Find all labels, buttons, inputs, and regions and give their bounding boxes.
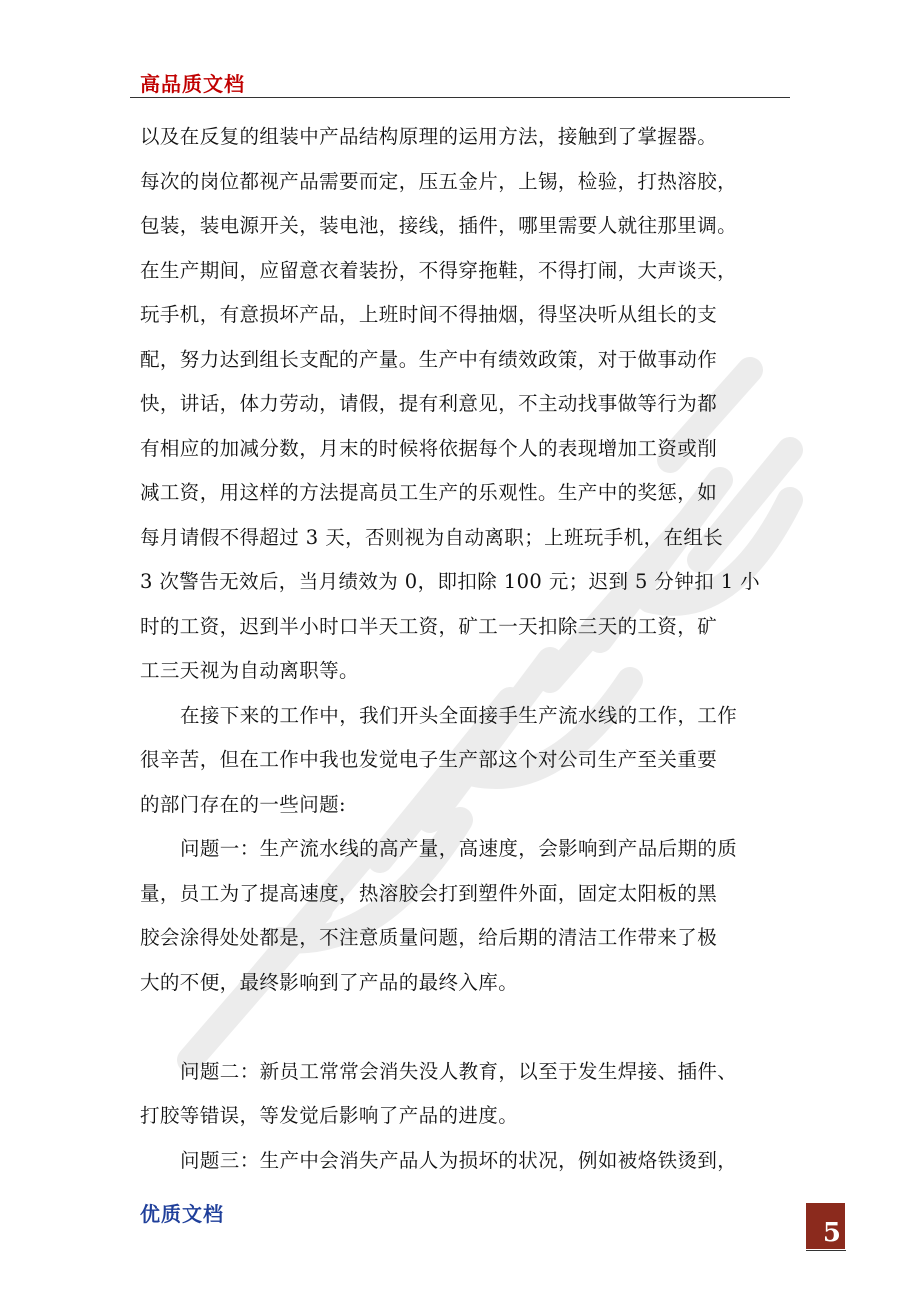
- header-title: 高品质文档: [140, 72, 245, 96]
- footer-title: 优质文档: [140, 1202, 224, 1226]
- body-line: 工三天视为自动离职等。: [140, 659, 359, 682]
- body-line: 的部门存在的一些问题:: [140, 792, 346, 816]
- body-line: 打胶等错误，等发觉后影响了产品的进度。: [140, 1104, 519, 1127]
- body-line: 配，努力达到组长支配的产量。生产中有绩效政策，对于做事动作: [140, 347, 718, 371]
- body-line: 问题二：新员工常常会消失没人教育，以至于发生焊接、插件、: [180, 1059, 738, 1083]
- header-divider: [130, 97, 790, 98]
- body-line: 在接下来的工作中，我们开头全面接手生产流水线的工作，工作: [180, 703, 738, 727]
- body-line: 以及在反复的组装中产品结构原理的运用方法，接触到了掌握器。: [140, 125, 718, 148]
- body-line: 每次的岗位都视产品需要而定，压五金片，上锡，检验，打热溶胶，: [140, 169, 738, 193]
- document-body: [140, 115, 790, 1183]
- body-line: 胶会涂得处处都是，不注意质量问题，给后期的清洁工作带来了极: [140, 926, 718, 949]
- body-line: 快，讲话，体力劳动，请假，提有利意见，不主动找事做等行为都: [140, 392, 718, 415]
- body-line: 每月请假不得超过 3 天，否则视为自动离职；上班玩手机，在组长: [140, 525, 724, 549]
- body-line: 大的不便，最终影响到了产品的最终入库。: [140, 970, 519, 994]
- body-line: 时的工资，迟到半小时口半天工资，矿工一天扣除三天的工资，矿: [140, 614, 718, 638]
- body-line: 有相应的加减分数，月末的时候将依据每个人的表现增加工资或削: [140, 436, 718, 460]
- body-line: 在生产期间，应留意衣着装扮，不得穿拖鞋，不得打闹，大声谈天，: [140, 258, 738, 282]
- body-line: 很辛苦，但在工作中我也发觉电子生产部这个对公司生产至关重要: [140, 748, 718, 771]
- body-line: 量，员工为了提高速度，热溶胶会打到塑件外面，固定太阳板的黑: [140, 881, 718, 905]
- body-line: 减工资，用这样的方法提高员工生产的乐观性。生产中的奖惩，如: [140, 481, 718, 504]
- body-line: 3 次警告无效后，当月绩效为 0，即扣除 100 元；迟到 5 分钟扣 1 小: [140, 570, 761, 593]
- page-number-underline: [806, 1250, 846, 1251]
- body-line: 问题一：生产流水线的高产量，高速度，会影响到产品后期的质: [180, 837, 738, 860]
- page-number: 5: [806, 1203, 845, 1249]
- body-line: 问题三：生产中会消失产品人为损坏的状况，例如被烙铁烫到，: [180, 1148, 738, 1172]
- body-line: 包装，装电源开关，装电池，接线，插件，哪里需要人就往那里调。: [140, 214, 738, 237]
- body-line: 玩手机，有意损坏产品，上班时间不得抽烟，得坚决听从组长的支: [140, 303, 718, 326]
- paragraph-gap: [140, 1005, 790, 1050]
